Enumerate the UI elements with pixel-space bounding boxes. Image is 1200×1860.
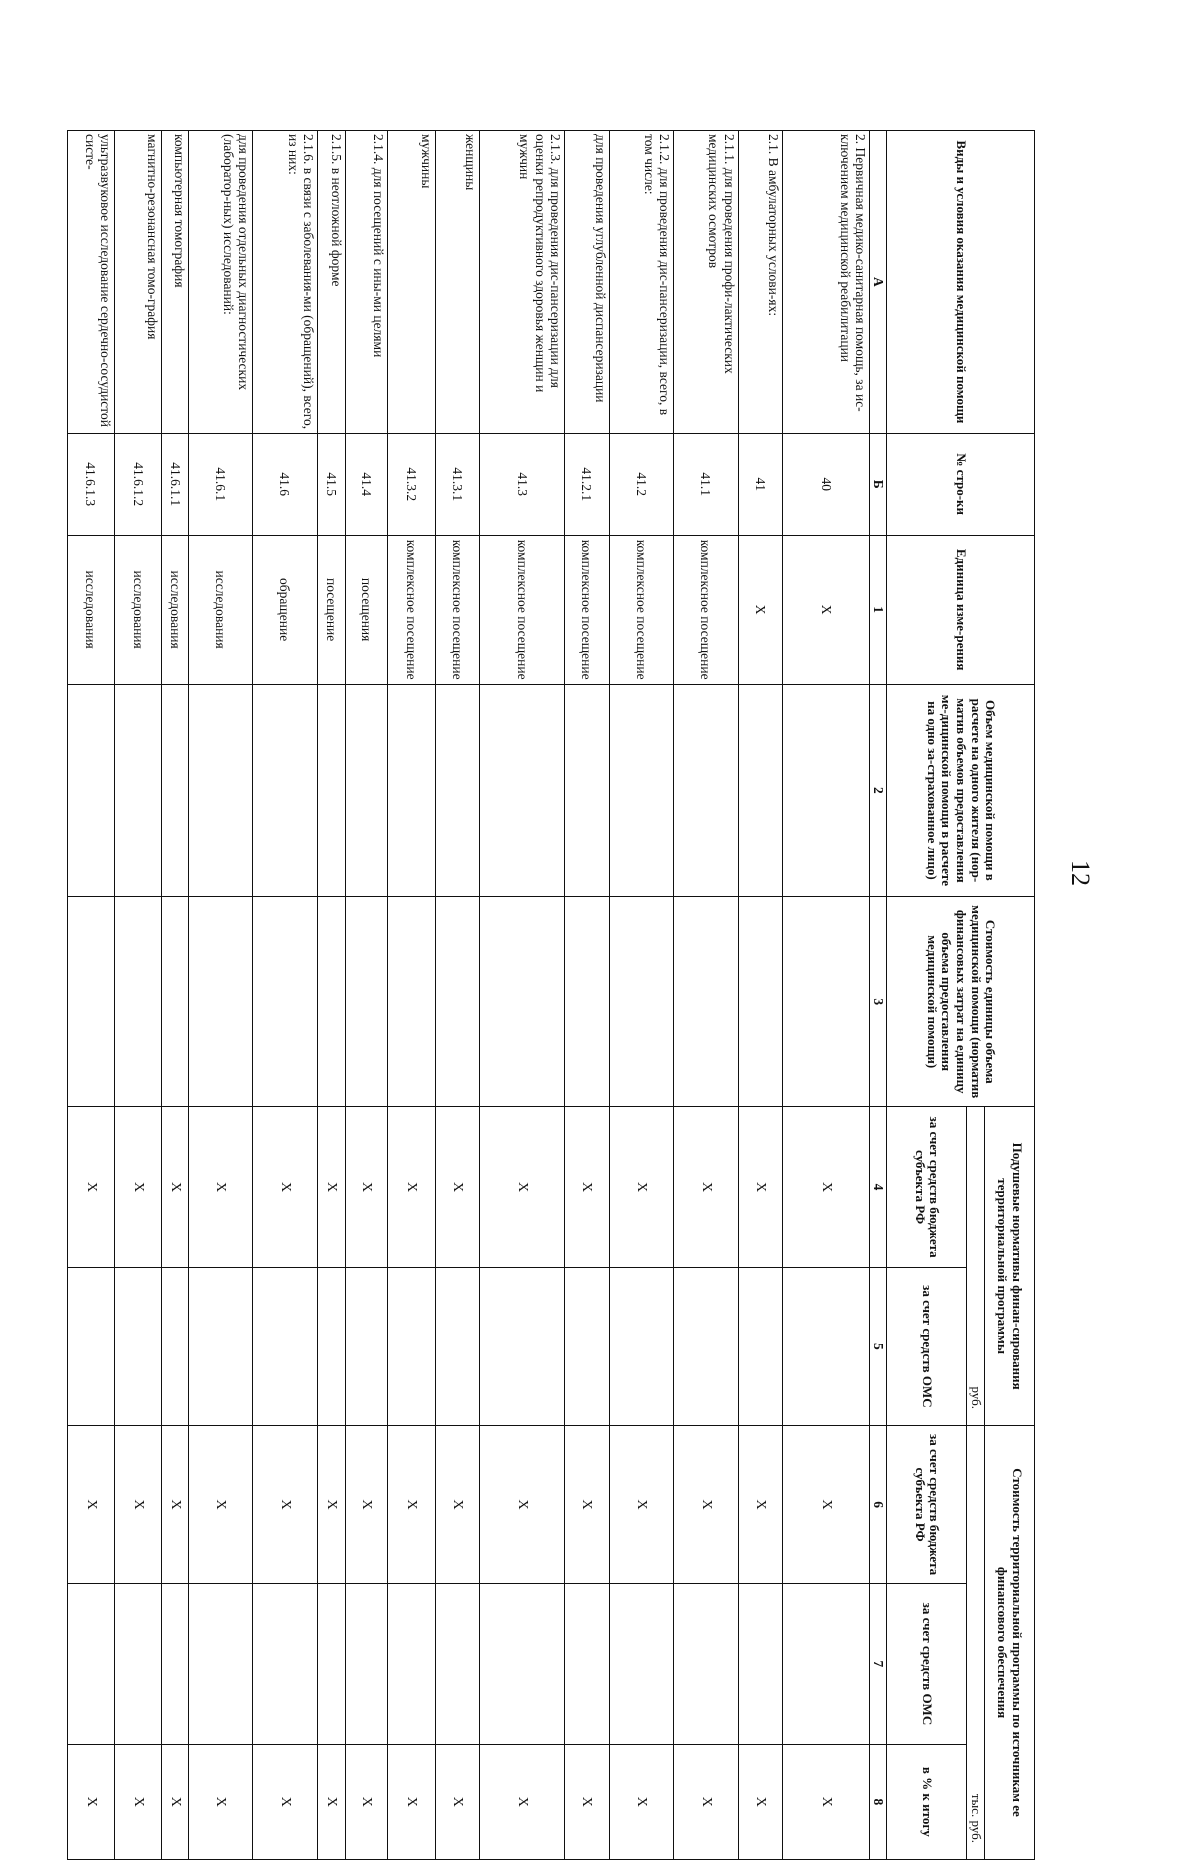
row-number-cell: 41.3.1 <box>435 433 480 535</box>
header-types: Виды и условия оказания медицинской помощи <box>887 131 1035 434</box>
row-col-5-cell <box>114 1267 162 1425</box>
row-col-7-cell <box>345 1584 387 1744</box>
row-volume-cell <box>783 684 870 896</box>
row-number-cell: 41.6 <box>253 433 318 535</box>
row-name-cell: для проведения отдельных диагностических (лаборатор-ных) исследований: <box>188 131 253 434</box>
row-col-5-cell <box>783 1267 870 1425</box>
header-col-8: в % к итогу <box>887 1744 967 1859</box>
row-name-cell: 2.1.2. для проведения дис-пансеризации, всего, в том числе: <box>609 131 674 434</box>
row-name-cell: 2.1. В амбулаторных услови-ях: <box>738 131 783 434</box>
row-col-7-cell <box>738 1584 783 1744</box>
row-name-cell: 2. Первичная медико-санитарная помощь, за ис-ключением медицинской реабилитации <box>783 131 870 434</box>
row-unit-cell: исследования <box>162 535 188 684</box>
table-row <box>480 131 564 1860</box>
row-unit-cell: X <box>783 535 870 684</box>
table-row <box>435 131 480 1860</box>
column-index: 3 <box>870 897 887 1107</box>
row-volume-cell <box>68 684 115 896</box>
row-col-6-cell: X <box>345 1426 387 1584</box>
row-col-4-cell: X <box>480 1107 564 1267</box>
row-col-5-cell <box>387 1267 435 1425</box>
row-col-8-cell: X <box>564 1744 609 1859</box>
table-row <box>738 131 783 1860</box>
row-unit-cost-cell <box>480 897 564 1107</box>
header-row-number: № стро-ки <box>887 433 1035 535</box>
row-col-4-cell: X <box>253 1107 318 1267</box>
row-col-8-cell: X <box>783 1744 870 1859</box>
column-index: 7 <box>870 1584 887 1744</box>
row-col-6-cell: X <box>114 1426 162 1584</box>
row-unit-cell: комплексное посещение <box>480 535 564 684</box>
row-col-8-cell: X <box>162 1744 188 1859</box>
header-per-capita-group: Подушевые нормативы финан-сирования территориальной программы <box>985 1107 1035 1426</box>
row-col-7-cell <box>564 1584 609 1744</box>
row-unit-cell: комплексное посещение <box>674 535 739 684</box>
column-index: Б <box>870 433 887 535</box>
row-col-4-cell: X <box>68 1107 115 1267</box>
header-volume: Объем медицинской помощи в расчете на одного жителя (нор-матив объемов предоставления ме-дицинской помощи в расчете на одно за-страхованное лицо) <box>887 684 1035 896</box>
row-col-8-cell: X <box>435 1744 480 1859</box>
column-index: 5 <box>870 1267 887 1425</box>
row-col-8-cell: X <box>317 1744 345 1859</box>
row-unit-cost-cell <box>114 897 162 1107</box>
row-unit-cost-cell <box>162 897 188 1107</box>
row-name-cell: компьютерная томография <box>162 131 188 434</box>
row-col-5-cell <box>345 1267 387 1425</box>
row-col-7-cell <box>317 1584 345 1744</box>
row-col-5-cell <box>317 1267 345 1425</box>
row-unit-cost-cell <box>609 897 674 1107</box>
row-name-cell: женщины <box>435 131 480 434</box>
row-volume-cell <box>674 684 739 896</box>
row-volume-cell <box>609 684 674 896</box>
row-col-8-cell: X <box>68 1744 115 1859</box>
row-col-7-cell <box>435 1584 480 1744</box>
header-rub: руб. <box>967 1107 985 1426</box>
row-name-cell: 2.1.1. для проведения профи-лактических медицинских осмотров <box>674 131 739 434</box>
row-col-7-cell <box>609 1584 674 1744</box>
row-unit-cost-cell <box>564 897 609 1107</box>
header-col-5: за счет средств ОМС <box>887 1267 967 1425</box>
row-number-cell: 41.3.2 <box>387 433 435 535</box>
column-index: 8 <box>870 1744 887 1859</box>
page-number: 12 <box>1066 860 1095 886</box>
row-col-6-cell: X <box>188 1426 253 1584</box>
row-unit-cost-cell <box>783 897 870 1107</box>
table-row <box>68 131 115 1860</box>
row-col-6-cell: X <box>317 1426 345 1584</box>
row-col-8-cell: X <box>387 1744 435 1859</box>
row-col-8-cell: X <box>609 1744 674 1859</box>
row-volume-cell <box>114 684 162 896</box>
row-unit-cell: X <box>738 535 783 684</box>
row-col-8-cell: X <box>480 1744 564 1859</box>
row-unit-cell: комплексное посещение <box>435 535 480 684</box>
row-col-6-cell: X <box>480 1426 564 1584</box>
row-volume-cell <box>188 684 253 896</box>
row-col-8-cell: X <box>674 1744 739 1859</box>
row-col-6-cell: X <box>738 1426 783 1584</box>
row-unit-cell: посещение <box>317 535 345 684</box>
row-col-5-cell <box>674 1267 739 1425</box>
row-name-cell: мужчины <box>387 131 435 434</box>
row-unit-cell: комплексное посещение <box>564 535 609 684</box>
header-col-4: за счет средств бюджета субъекта РФ <box>887 1107 967 1267</box>
row-name-cell: ультразвуковое исследование сердечно-сосудистой систе- <box>68 131 115 434</box>
table-row <box>162 131 188 1860</box>
header-thousand-rub: тыс. руб. <box>967 1426 985 1860</box>
row-col-7-cell <box>253 1584 318 1744</box>
row-unit-cost-cell <box>345 897 387 1107</box>
row-col-8-cell: X <box>345 1744 387 1859</box>
column-index: 1 <box>870 535 887 684</box>
row-col-7-cell <box>114 1584 162 1744</box>
row-col-4-cell: X <box>564 1107 609 1267</box>
row-col-4-cell: X <box>783 1107 870 1267</box>
row-col-4-cell: X <box>345 1107 387 1267</box>
financing-table <box>67 130 1035 1860</box>
row-col-7-cell <box>387 1584 435 1744</box>
row-unit-cost-cell <box>674 897 739 1107</box>
row-col-5-cell <box>480 1267 564 1425</box>
row-col-6-cell: X <box>564 1426 609 1584</box>
row-number-cell: 41.2.1 <box>564 433 609 535</box>
row-col-6-cell: X <box>609 1426 674 1584</box>
row-volume-cell <box>345 684 387 896</box>
row-unit-cost-cell <box>188 897 253 1107</box>
row-col-8-cell: X <box>114 1744 162 1859</box>
row-col-8-cell: X <box>253 1744 318 1859</box>
row-col-5-cell <box>162 1267 188 1425</box>
row-col-5-cell <box>738 1267 783 1425</box>
row-col-6-cell: X <box>253 1426 318 1584</box>
table-row <box>674 131 739 1860</box>
row-volume-cell <box>435 684 480 896</box>
row-col-4-cell: X <box>317 1107 345 1267</box>
row-number-cell: 41.4 <box>345 433 387 535</box>
header-col-7: за счет средств ОМС <box>887 1584 967 1744</box>
row-volume-cell <box>253 684 318 896</box>
row-col-4-cell: X <box>188 1107 253 1267</box>
table-row <box>114 131 162 1860</box>
row-col-5-cell <box>564 1267 609 1425</box>
row-col-5-cell <box>609 1267 674 1425</box>
row-number-cell: 41.1 <box>674 433 739 535</box>
row-col-7-cell <box>480 1584 564 1744</box>
table-body <box>68 131 870 1860</box>
header-cost-group: Стоимость территориальной программы по источникам ее финансового обеспечения <box>985 1426 1035 1860</box>
row-volume-cell <box>738 684 783 896</box>
row-col-6-cell: X <box>435 1426 480 1584</box>
row-col-8-cell: X <box>738 1744 783 1859</box>
row-col-4-cell: X <box>435 1107 480 1267</box>
column-index-row <box>870 131 887 1860</box>
row-volume-cell <box>317 684 345 896</box>
table-row <box>564 131 609 1860</box>
row-col-5-cell <box>188 1267 253 1425</box>
row-name-cell: 2.1.5. в неотложной форме <box>317 131 345 434</box>
row-unit-cell: комплексное посещение <box>387 535 435 684</box>
column-index: 6 <box>870 1426 887 1584</box>
row-volume-cell <box>480 684 564 896</box>
row-unit-cell: исследования <box>114 535 162 684</box>
row-col-5-cell <box>68 1267 115 1425</box>
row-col-7-cell <box>783 1584 870 1744</box>
row-number-cell: 41.6.1.1 <box>162 433 188 535</box>
column-index: 2 <box>870 684 887 896</box>
row-number-cell: 41.6.1.2 <box>114 433 162 535</box>
row-unit-cell: обращение <box>253 535 318 684</box>
row-volume-cell <box>564 684 609 896</box>
row-number-cell: 41 <box>738 433 783 535</box>
row-volume-cell <box>162 684 188 896</box>
row-unit-cost-cell <box>435 897 480 1107</box>
row-col-7-cell <box>188 1584 253 1744</box>
row-unit-cost-cell <box>253 897 318 1107</box>
table-row <box>253 131 318 1860</box>
row-col-4-cell: X <box>162 1107 188 1267</box>
row-col-8-cell: X <box>188 1744 253 1859</box>
row-unit-cell: комплексное посещение <box>609 535 674 684</box>
row-volume-cell <box>387 684 435 896</box>
header-unit-cost: Стоимость единицы объема медицинской помощи (норматив финансовых затрат на единицу объема предоставления медицинской помощи) <box>887 897 1035 1107</box>
row-col-4-cell: X <box>738 1107 783 1267</box>
header-col-6: за счет средств бюджета субъекта РФ <box>887 1426 967 1584</box>
row-number-cell: 41.6.1 <box>188 433 253 535</box>
row-col-4-cell: X <box>387 1107 435 1267</box>
rotated-table-container <box>67 130 1035 1860</box>
table-row <box>783 131 870 1860</box>
row-number-cell: 41.3 <box>480 433 564 535</box>
column-index: 4 <box>870 1107 887 1267</box>
row-name-cell: 2.1.3. для проведения дис-пансеризации для оценки репродуктивного здоровья женщин и мужчин <box>480 131 564 434</box>
row-col-4-cell: X <box>609 1107 674 1267</box>
row-col-7-cell <box>162 1584 188 1744</box>
row-col-6-cell: X <box>783 1426 870 1584</box>
row-col-5-cell <box>435 1267 480 1425</box>
row-unit-cell: посещения <box>345 535 387 684</box>
row-unit-cell: исследования <box>68 535 115 684</box>
row-unit-cost-cell <box>387 897 435 1107</box>
row-name-cell: 2.1.4. для посещений с ины-ми целями <box>345 131 387 434</box>
row-col-6-cell: X <box>162 1426 188 1584</box>
row-number-cell: 41.5 <box>317 433 345 535</box>
table-row <box>345 131 387 1860</box>
row-name-cell: для проведения углубленной диспансеризации <box>564 131 609 434</box>
row-col-6-cell: X <box>68 1426 115 1584</box>
row-col-5-cell <box>253 1267 318 1425</box>
row-unit-cost-cell <box>317 897 345 1107</box>
row-number-cell: 41.2 <box>609 433 674 535</box>
table-row <box>387 131 435 1860</box>
row-unit-cell: исследования <box>188 535 253 684</box>
column-index: А <box>870 131 887 434</box>
row-number-cell: 41.6.1.3 <box>68 433 115 535</box>
header-unit: Единица изме-рения <box>887 535 1035 684</box>
row-col-7-cell <box>674 1584 739 1744</box>
row-unit-cost-cell <box>68 897 115 1107</box>
row-col-6-cell: X <box>674 1426 739 1584</box>
table-row <box>317 131 345 1860</box>
row-unit-cost-cell <box>738 897 783 1107</box>
table-row <box>609 131 674 1860</box>
row-col-6-cell: X <box>387 1426 435 1584</box>
table-row <box>188 131 253 1860</box>
row-name-cell: магнитно-резонансная томо-графия <box>114 131 162 434</box>
row-number-cell: 40 <box>783 433 870 535</box>
row-name-cell: 2.1.6. в связи с заболевания-ми (обращений), всего, из них: <box>253 131 318 434</box>
row-col-4-cell: X <box>674 1107 739 1267</box>
row-col-7-cell <box>68 1584 115 1744</box>
row-col-4-cell: X <box>114 1107 162 1267</box>
